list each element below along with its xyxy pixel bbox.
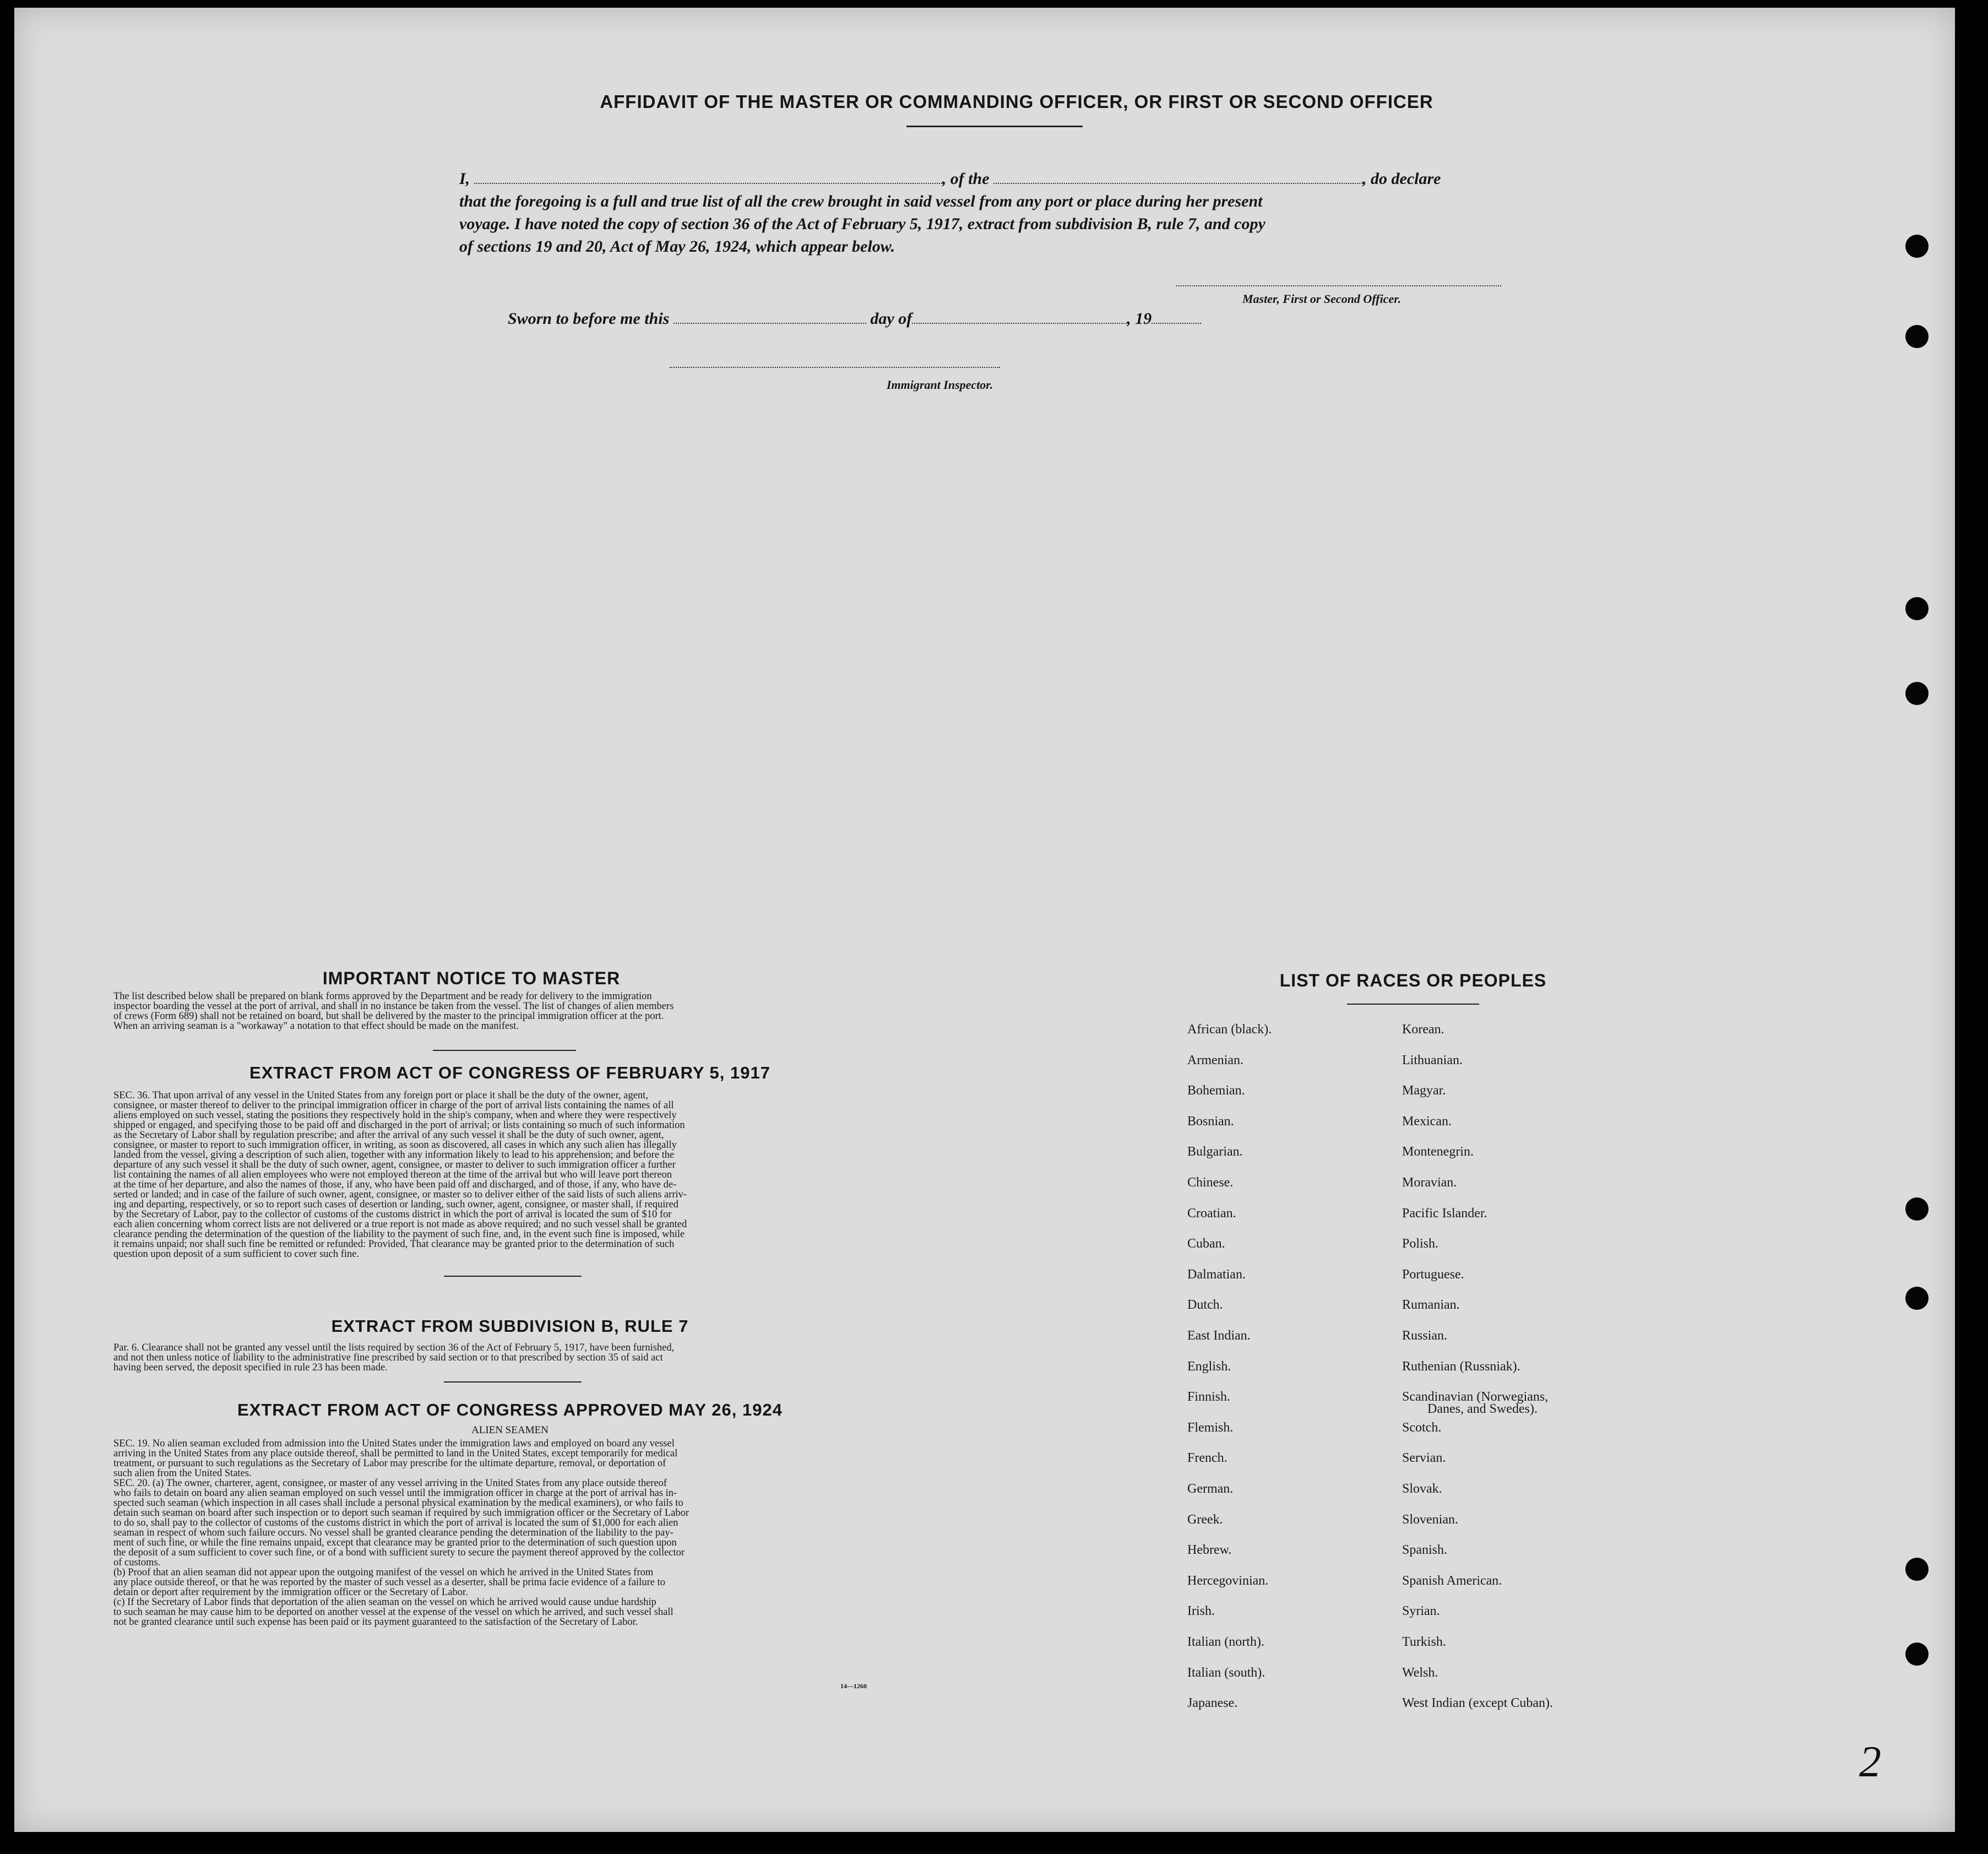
manifest-sheet (14, 8, 1955, 1832)
text-line: to do so, shall pay to the collector of customs of the customs district in which the port of arrival is located the sum of $1,000 for each alien (113, 1517, 678, 1528)
sworn-month-field[interactable] (912, 317, 1127, 324)
race-item: Armenian. (1187, 1053, 1243, 1067)
binder-hole (1905, 1287, 1929, 1310)
race-item: Ruthenian (Russniak). (1402, 1359, 1520, 1374)
officer-signature-field[interactable] (1176, 285, 1501, 286)
race-item: Korean. (1402, 1022, 1444, 1037)
affidavit-title: AFFIDAVIT OF THE MASTER OR COMMANDING OFFICER, OR FIRST OR SECOND OFFICER (600, 91, 1433, 112)
page-number-mark: 2 (1859, 1738, 1881, 1786)
binder-hole (1905, 325, 1929, 348)
notice-title: IMPORTANT NOTICE TO MASTER (322, 968, 621, 988)
text-line: The list described below shall be prepared on blank forms approved by the Department and be ready for delivery to the immigration (113, 991, 652, 1002)
race-item: English. (1187, 1359, 1231, 1374)
text-line: as the Secretary of Labor shall by regulation prescribe; and after the arrival of any such vessel it shall be the duty of such owner, agent, (113, 1130, 664, 1141)
section-divider (1347, 1004, 1479, 1005)
race-item: Hebrew. (1187, 1543, 1232, 1557)
vessel-name-field[interactable] (993, 177, 1362, 184)
race-item: Syrian. (1402, 1604, 1440, 1618)
race-item: Greek. (1187, 1513, 1223, 1527)
section-divider (444, 1276, 582, 1277)
race-item: Scandinavian (Norwegians, (1402, 1390, 1549, 1404)
text-line: aliens employed on such vessel, stating the positions they respectively hold in the ship's company, when and where they were respectively (113, 1110, 677, 1121)
binder-hole (1905, 1558, 1929, 1581)
declare-label: , do declare (1362, 170, 1441, 188)
race-item: Mexican. (1402, 1114, 1452, 1129)
text-line: who fails to detain on board any alien seaman employed on such vessel until the immigration officer in charge at the port of arrival has in- (113, 1488, 677, 1499)
race-item: Bulgarian. (1187, 1145, 1243, 1159)
text-line: serted or landed; and in case of the failure of such owner, agent, consignee, or master so to deliver either of the said lists of such aliens arriv- (113, 1189, 687, 1200)
text-line: clearance pending the determination of the question of the liability to the payment of such fine, and, in the event such fine is imposed, while (113, 1229, 685, 1240)
affidavit-line-1 (459, 167, 1550, 190)
race-item: Montenegrin. (1402, 1145, 1474, 1159)
extract-rule7-text (113, 1343, 906, 1373)
text-line: having been served, the deposit specified in rule 23 has been made. (113, 1362, 388, 1373)
text-line: Par. 6. Clearance shall not be granted any vessel until the lists required by section 36 of the Act of February 5, 1917, have been furnished, (113, 1342, 675, 1353)
race-item: Magyar. (1402, 1083, 1446, 1098)
affidavit-line-4: of sections 19 and 20, Act of May 26, 1924, which appear below. (459, 237, 895, 256)
extract-1917-title: EXTRACT FROM ACT OF CONGRESS OF FEBRUARY 5, 1917 (249, 1063, 770, 1082)
declarant-name-field[interactable] (474, 177, 942, 184)
title-underline (906, 126, 1083, 127)
race-item: Welsh. (1402, 1666, 1438, 1680)
race-item: African (black). (1187, 1022, 1272, 1037)
sworn-day-label: day of (870, 310, 912, 328)
text-line: (c) If the Secretary of Labor finds that deportation of the alien seaman on the vessel on which he arrived would cause undue hardship (113, 1597, 656, 1608)
inspector-label: Immigrant Inspector. (887, 378, 993, 392)
sworn-year-field[interactable] (1151, 317, 1201, 324)
races-title: LIST OF RACES OR PEOPLES (1279, 971, 1547, 990)
race-item: Moravian. (1402, 1175, 1457, 1190)
text-line: seaman in respect of whom such failure occurs. No vessel shall be granted clearance pending the determination of the liability to the pay- (113, 1527, 673, 1538)
text-line: SEC. 36. That upon arrival of any vessel in the United States from any foreign port or place it shall be the duty of the owner, agent, (113, 1090, 648, 1101)
race-item: Rumanian. (1402, 1298, 1460, 1312)
race-item: Irish. (1187, 1604, 1215, 1618)
text-line: (b) Proof that an alien seaman did not appear upon the outgoing manifest of the vessel on which he arrived in the United States from (113, 1567, 654, 1578)
text-line: not be granted clearance until such expense has been paid or its payment guaranteed to the satisfaction of the Secretary of Labor. (113, 1617, 638, 1628)
binder-hole (1905, 682, 1929, 705)
race-item: Finnish. (1187, 1390, 1231, 1404)
sworn-prefix: Sworn to before me this (508, 310, 670, 328)
race-item: Cuban. (1187, 1237, 1225, 1251)
race-item: Servian. (1402, 1451, 1446, 1465)
text-line: treatment, or pursuant to such regulations as the Secretary of Labor may prescribe for the ultimate departure, removal, or deportation of (113, 1458, 666, 1469)
text-line: and not then unless notice of liability to the administrative fine prescribed by said section or to that prescribed by section 35 of said act (113, 1352, 663, 1363)
notice-text (113, 991, 906, 1031)
text-line: arriving in the United States from any place outside thereof, shall be permitted to land in the United States, except temporarily for medical (113, 1448, 678, 1459)
affidavit-line-2: that the foregoing is a full and true list of all the crew brought in said vessel from any port or place during her present (459, 192, 1263, 210)
race-item: Chinese. (1187, 1175, 1234, 1190)
sworn-year-label: , 19 (1127, 310, 1152, 328)
race-item: French. (1187, 1451, 1227, 1465)
race-item: East Indian. (1187, 1329, 1251, 1343)
race-item: Spanish. (1402, 1543, 1448, 1557)
affidavit-line-3: voyage. I have noted the copy of section 36 of the Act of February 5, 1917, extract from subdivision B, rule 7, and copy (459, 215, 1265, 233)
race-item: Bosnian. (1187, 1114, 1234, 1129)
declarant-prefix: I, (459, 170, 470, 188)
inspector-signature-field[interactable] (670, 367, 1000, 368)
race-item: Slovak. (1402, 1482, 1442, 1496)
text-line: of customs. (113, 1557, 161, 1568)
text-line: by the Secretary of Labor, pay to the collector of customs of the customs district in which the port of arrival is located the sum of $10 for (113, 1209, 672, 1220)
text-line: When an arriving seaman is a "workaway" a notation to that effect should be made on the manifest. (113, 1021, 519, 1032)
text-line: inspector boarding the vessel at the port of arrival, and shall in no instance be taken from the vessel. The list of changes of alien members (113, 1001, 674, 1012)
race-item: Pacific Islander. (1402, 1206, 1487, 1221)
race-item: Portuguese. (1402, 1267, 1464, 1282)
race-item: West Indian (except Cuban). (1402, 1696, 1553, 1710)
binder-hole (1905, 235, 1929, 258)
text-line: the deposit of a sum sufficient to cover such fine, or of a bond with sufficient surety to secure the payment thereof approved by the collector (113, 1547, 685, 1558)
section-divider (433, 1050, 576, 1051)
sworn-line (508, 310, 1201, 328)
extract-rule7-title: EXTRACT FROM SUBDIVISION B, RULE 7 (331, 1316, 689, 1336)
sworn-day-field[interactable] (673, 317, 866, 324)
extract-1917-text (113, 1091, 906, 1259)
race-item: Flemish. (1187, 1421, 1234, 1435)
race-item: Slovenian. (1402, 1513, 1458, 1527)
text-line: of crews (Form 689) shall not be retained on board, but shall be delivered by the master to the principal immigration officer at the port. (113, 1011, 664, 1022)
race-item: Russian. (1402, 1329, 1448, 1343)
race-item: Italian (south). (1187, 1666, 1265, 1680)
binder-hole (1905, 1197, 1929, 1221)
race-item: Dutch. (1187, 1298, 1223, 1312)
text-line: detain such seaman on board after such inspection or to deport such seaman if required by such immigration officer or the Secretary of Labor (113, 1508, 689, 1519)
text-line: ing and departing, respectively, or so to report such cases of desertion or landing, such owner, agent, consignee, or master shall, if required (113, 1199, 679, 1210)
text-line: ment of such fine, or while the fine remains unpaid, except that clearance may be granted prior to the determination of such question upon (113, 1537, 677, 1548)
text-line: SEC. 20. (a) The owner, charterer, agent, consignee, or master of any vessel arriving in the United States from any place outside thereof (113, 1478, 667, 1489)
vessel-of-label: , of the (942, 170, 990, 188)
form-number: 14—1260 (840, 1682, 867, 1690)
text-line: each alien concerning whom correct lists are not delivered or a true report is not made as above required; and no such vessel shall be granted (113, 1219, 687, 1230)
text-line: consignee, or master thereof to deliver to the principal immigration officer in charge of the port of arrival lists containing the names of all (113, 1100, 674, 1111)
race-item: Dalmatian. (1187, 1267, 1246, 1282)
race-item: Scotch. (1402, 1421, 1442, 1435)
race-item: Polish. (1402, 1237, 1439, 1251)
race-item: Bohemian. (1187, 1083, 1245, 1098)
extract-1924-text (113, 1439, 906, 1627)
affidavit-body (459, 167, 1550, 258)
section-divider (444, 1381, 582, 1383)
race-item: Croatian. (1187, 1206, 1236, 1221)
text-line: any place outside thereof, or that he was reported by the master of such vessel as a deserter, shall be prima facie evidence of a failure to (113, 1577, 665, 1588)
binder-hole (1905, 1642, 1929, 1666)
text-line: spected such seaman (which inspection in all cases shall include a personal physical examination by the medical examiners), or who fails to (113, 1498, 683, 1509)
race-item: Lithuanian. (1402, 1053, 1463, 1067)
text-line: landed from the vessel, giving a description of such alien, together with any information likely to lead to his apprehension; and before the (113, 1150, 675, 1161)
extract-1924-title: EXTRACT FROM ACT OF CONGRESS APPROVED MAY 26, 1924 (237, 1400, 783, 1419)
race-item: German. (1187, 1482, 1234, 1496)
text-line: it remains unpaid; nor shall such fine be remitted or refunded: Provided, That clearance may be granted prior to the determination of such (113, 1239, 675, 1250)
text-line: such alien from the United States. (113, 1468, 252, 1479)
text-line: SEC. 19. No alien seaman excluded from admission into the United States under the immigration laws and employed on board any vessel (113, 1438, 675, 1449)
race-item: Turkish. (1402, 1635, 1446, 1649)
race-item: Italian (north). (1187, 1635, 1264, 1649)
text-line: departure of any such vessel it shall be the duty of such owner, agent, consignee, or master to deliver to such immigration officer a further (113, 1159, 676, 1170)
text-line: at the time of her departure, and also the names of those, if any, who have been paid off and discharged, and of those, if any, who have de- (113, 1179, 677, 1190)
race-item: Japanese. (1187, 1696, 1238, 1710)
race-item: Hercegovinian. (1187, 1574, 1269, 1588)
text-line: shipped or engaged, and specifying those to be paid off and discharged in the port of arrival; or lists containing so much of such information (113, 1120, 685, 1131)
text-line: list containing the names of all alien employees who were not employed thereon at the time of the arrival but who will leave port thereon (113, 1169, 672, 1180)
alien-seamen-subtitle: ALIEN SEAMEN (471, 1424, 548, 1436)
text-line: question upon deposit of a sum sufficient to cover such fine. (113, 1249, 360, 1260)
text-line: detain or deport after requirement by the immigration officer or the Secretary of Labor. (113, 1587, 468, 1598)
text-line: to such seaman he may cause him to be deported on another vessel at the expense of the vessel on which he arrived, and such vessel shall (113, 1607, 673, 1618)
race-item: Spanish American. (1402, 1574, 1502, 1588)
race-item: Danes, and Swedes). (1427, 1402, 1538, 1416)
text-line: consignee, or master to report to such immigration officer, in writing, as soon as discovered, all cases in which any such alien has illegally (113, 1140, 677, 1151)
officer-signature-label: Master, First or Second Officer. (1242, 292, 1402, 306)
binder-hole (1905, 597, 1929, 620)
